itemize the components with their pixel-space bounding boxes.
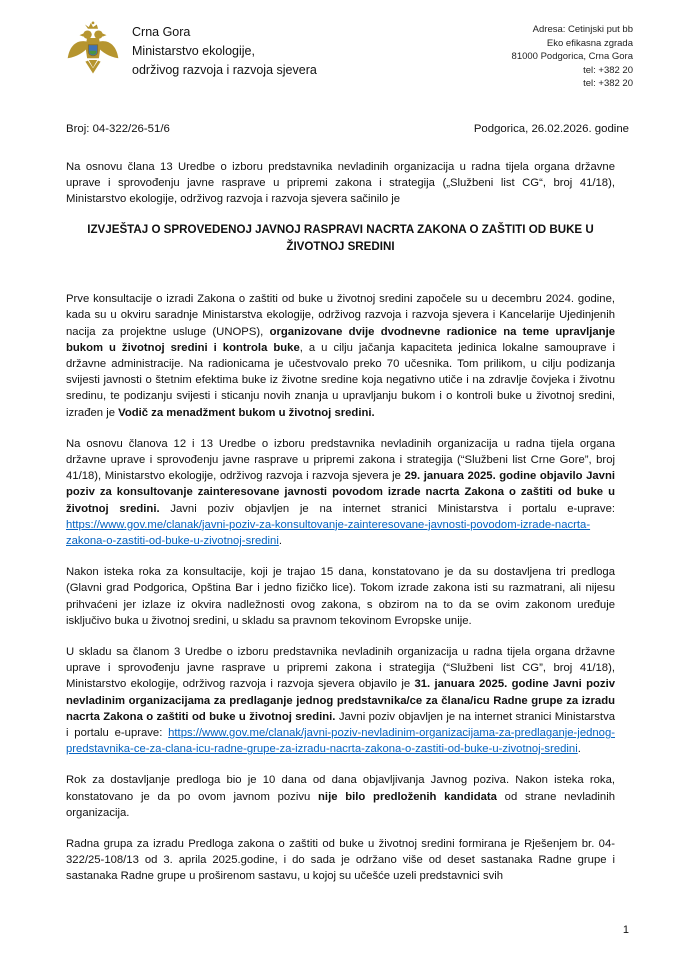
document-body [0,159,679,885]
paragraph [66,159,615,208]
paragraph [66,772,615,821]
page-number: 1 [622,924,629,936]
text-run: Na osnovu članova 12 i 13 Uredbe o izboru predstavnika nevladinih organizacija u radna tijela organa državne uprave i sprovođenju javne rasprave u pripremi zakona i strategija (“Službeni list Crne Gore”, broj 41/18), Ministarstvo ekologije, održivog razvoja i razvoja sjevera je [66,437,615,483]
bold-text-run: 29. januara 2025. godine objavilo Javni poziv za konsultovanje zainteresovane javnosti povodom izrade nacrta Zakona o zaštiti od buke u životnoj sredini. [66,470,615,515]
ministry-name-line: Crna Gora [132,25,191,39]
address-line: Adresa: Cetinjski put bb [532,24,633,35]
text-run: . [278,534,282,547]
place-and-date: Podgorica, 26.02.2026. godine [473,122,629,135]
bold-text-run: organizovane dvije dvodnevne radionice na teme upravljanje bukom u životnoj sredini i kontrola buke [66,325,615,354]
address-line: tel: +382 20 [583,64,633,76]
bold-text-run: 31. januara 2025. godine Javni poziv nevladinim organizacijama za predlaganje jednog predstavnika/ce za člana/icu Radne grupe za izradu nacrta Zakona o zaštiti od buke u životnoj sredini. [66,678,615,723]
text-run: , a u cilju jačanja kapaciteta jedinica lokalne samouprave i državne administracije. Na radionicama je učestvovalo preko 70 učesnika. Tom prilikom, u cilju podizanja svijesti javnosti o štetnim efektima buke iz životne sredine koja negativno utiče i na zdravlje čovjeka i životnu sredinu, te podizanju svijesti i sticanju novih znanja u upravljanju bukom i o kontroli buke u životnoj sredini, izrađen je [66,341,616,419]
montenegro-coat-of-arms-icon [66,20,120,78]
text-run: Prve konsultacije o izradi Zakona o zaštiti od buke u životnoj sredini započele su u decembru 2024. godine, kada su u okviru saradnje Ministarstva ekologije, održivog razvoja i razvoja sjevera i Kancelarije Ujedinjenih nacija za projektne usluge (UNOPS), [66,293,615,338]
hyperlink[interactable]: https://www.gov.me/clanak/javni-poziv-nevladinim-organizacijama-za-predlaganje-jednog-predstavnika-ce-za-clana-icu-radne-grupe-za-izradu-nacrta-zakona-o-zastiti-od-buke-u-zivotnoj-sredini [66,726,615,756]
ministry-name-line: održivog razvoja i razvoja sjevera [132,63,317,77]
bold-text-run: IZVJEŠTAJ O SPROVEDENOJ JAVNOJ RASPRAVI NACRTA ZAKONA O ZAŠTITI OD BUKE U ŽIVOTNOJ SREDINI [87,223,594,253]
bold-text-run: nije bilo predloženih kandidata [318,790,497,803]
meta-row [0,123,679,135]
text-run: Rok za dostavljanje predloga bio je 10 dana od dana objavljivanja Javnog poziva. Nakon isteka roka, konstatovano je da po ovom javnom pozivu [66,774,615,803]
text-run: Nakon isteka roka za konsultacije, koji je trajao 15 dana, konstatovano je da su dostavljena tri predloga (Glavni grad Podgorica, Opština Bar i jedno fizičko lice). Tokom izrade zakona isti su razmatrani, ali nijesu prihvaćeni jer izlaze iz okvira nadležnosti ovog zakona, s obzirom na to da se ovim zakonom uređuje isključivo buka u životnoj sredini, u skladu sa pravnom tekovinom Evropske unije. [66,566,615,627]
document-title [66,222,615,255]
text-run: . [577,743,581,756]
ministry-name-line: Ministarstvo ekologije, [132,44,255,58]
text-run: od strane nevladinih organizacija. [66,790,615,819]
paragraph [66,436,615,549]
address-line: tel: +382 20 [583,78,633,89]
ministry-name [132,20,317,80]
hyperlink[interactable]: https://www.gov.me/clanak/javni-poziv-za-konsultovanje-zainteresovane-javnosti-povodom-izrade-nacrta-zakona-o-zastiti-od-buke-u-zivotnoj-sredini [66,518,591,547]
paragraph [66,564,615,629]
letterhead [0,0,679,91]
address-line: Eko efikasna zgrada [546,37,633,49]
text-run: Radna grupa za izradu Predloga zakona o zaštiti od buke u životnoj sredini formirana je Rješenjem br. 04-322/25-108/13 od 3. aprila 2025.godine, i do sada je održano više od deset sastanaka Radne grupe i sastanaka Radne grupe u proširenom sastavu, u kojoj su učešće uzeli predstavnici svih [66,838,615,883]
text-run: Javni poziv objavljen je na internet stranici Ministarstva i portalu e-uprave: [159,502,615,515]
paragraph [66,836,615,885]
paragraph [66,644,615,757]
address-line: 81000 Podgorica, Crna Gora [511,51,633,62]
ministry-address [512,20,633,91]
document-number: Broj: 04-322/26-51/6 [66,122,170,135]
text-run: Na osnovu člana 13 Uredbe o izboru predstavnika nevladinih organizacija u radna tijela organa državne uprave i sprovođenju javne rasprave u pripremi zakona i strategija („Službeni list CG“, broj 41/18), Ministarstvo ekologije, održivog razvoja i razvoja sjevera sačinilo je [66,160,615,205]
bold-text-run: Vodič za menadžment bukom u životnoj sredini. [118,406,375,419]
text-run: Javni poziv objavljen je na internet stranici Ministarstva i portalu e-uprave: [66,710,615,739]
text-run: U skladu sa članom 3 Uredbe o izboru predstavnika nevladinih organizacija u radna tijela organa državne uprave i sprovođenju javne rasprave u pripremi zakona i strategija (“Službeni list CG”, broj 41/18), Ministarstvo ekologije, održivog razvoja i razvoja sjevera objavilo je [66,645,615,691]
paragraph [66,291,615,421]
